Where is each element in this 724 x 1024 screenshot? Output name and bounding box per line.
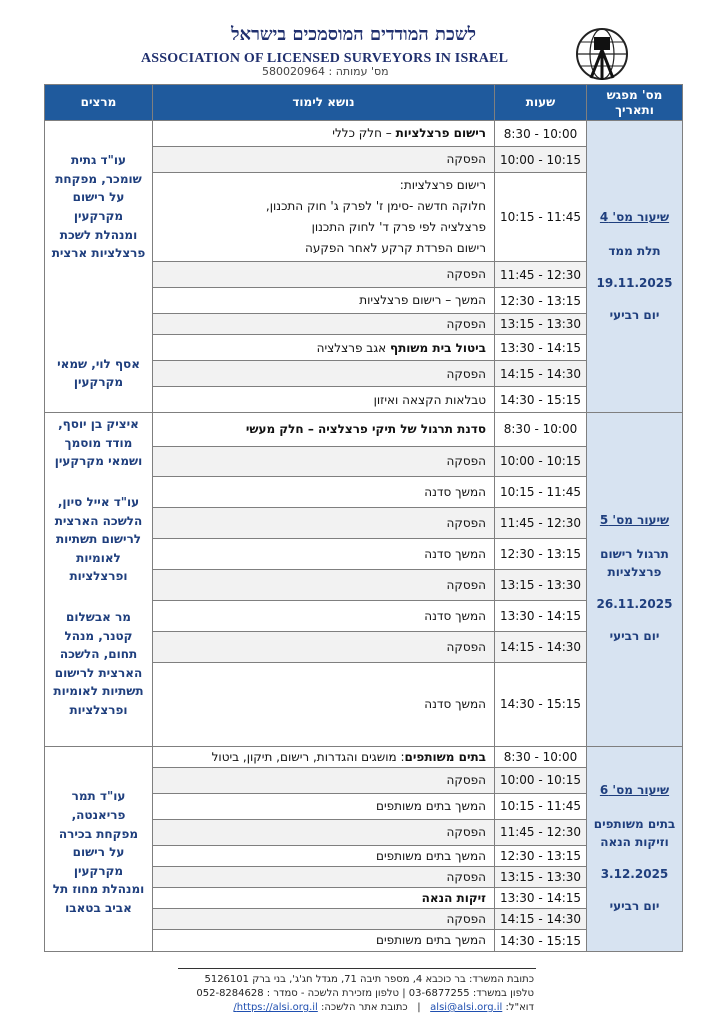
- lecturer-entry: עו"ד גתית שומכר, מפקחת על רישום מקרקעין ומנהלת לשכת פרצלציות ארצית: [51, 153, 146, 261]
- lecturer-entry: עו"ד אייל סיון, הלשכה הארצית לרישום תשתיות לאומיות ופרצלציות: [54, 494, 143, 584]
- time-cell: 10:15 - 11:45: [495, 477, 587, 508]
- topic-cell: [153, 570, 495, 601]
- topic-text: הפסקה: [446, 317, 486, 331]
- schedule-body: [45, 121, 683, 952]
- table-row: [45, 746, 683, 767]
- topic-bold: ביטול בית משותף: [390, 340, 486, 355]
- spacer: [591, 883, 678, 897]
- time-cell: 12:30 - 13:15: [495, 845, 587, 866]
- topic-cell: [153, 663, 495, 746]
- lecturer-entry: אסף לוי, שמאי מקרקעין: [57, 356, 140, 390]
- topic-text: רישום פרצלציות: חלוקה חדשה -סימן ז' לפרק ג' חוק התכנון, פרצלציה לפי פרק ד' לחוק התכנון רישום הפרדת קרקע לאחר הפקעה: [265, 178, 486, 255]
- lesson-weekday: יום רביעי: [609, 307, 660, 322]
- org-registration-number: 580020964: [262, 65, 325, 78]
- time-cell: 14:15 - 14:30: [495, 909, 587, 930]
- topic-text: המשך בתים משותפים: [376, 933, 486, 948]
- topic-text: המשך סדנה: [424, 485, 486, 500]
- time-cell: 10:00 - 10:15: [495, 446, 587, 477]
- course-schedule-table: [44, 84, 683, 952]
- topic-cell: [153, 262, 495, 288]
- topic-text: הפסקה: [446, 825, 486, 840]
- time-cell: 10:15 - 11:45: [495, 173, 587, 262]
- lesson-subject: בתים משותפים וזיקות הנאה: [593, 816, 676, 849]
- lesson-info-cell: [587, 121, 683, 413]
- org-name-hebrew: לשכת המודדים המוסמכים בישראל: [231, 24, 476, 45]
- time-cell: 13:30 - 14:15: [495, 888, 587, 909]
- topic-cell: [153, 173, 495, 262]
- topic-cell: [153, 413, 495, 446]
- lesson-number: שיעור מס' 6: [599, 782, 670, 797]
- topic-text: הפסקה: [446, 773, 486, 788]
- topic-text: – חלק כללי: [332, 126, 396, 141]
- header-lecturers: מרצים: [45, 85, 153, 121]
- time-cell: 13:30 - 14:15: [495, 601, 587, 632]
- topic-text: הפסקה: [446, 912, 486, 927]
- lesson-info-cell: [587, 746, 683, 951]
- topic-text: הפסקה: [446, 454, 486, 469]
- topic-cell: [153, 335, 495, 361]
- topic-cell: [153, 866, 495, 887]
- topic-cell: [153, 793, 495, 819]
- topic-cell: [153, 845, 495, 866]
- lesson-info-cell: [587, 413, 683, 746]
- topic-cell: [153, 314, 495, 335]
- time-cell: 11:45 - 12:30: [495, 262, 587, 288]
- lesson-date: 19.11.2025: [596, 275, 673, 290]
- footer-site-link[interactable]: https://alsi.org.il/: [233, 1002, 318, 1013]
- header-meeting: מס' מפגש ותאריך: [587, 85, 683, 121]
- footer-phones: טלפון במשרד: 03-6877255 | טלפון מזכירת הלשכה - סמדר : 052-8284628: [196, 988, 534, 999]
- topic-cell: [153, 387, 495, 413]
- footer-address: כתובת המשרד: בר כוכבא 4, מספר תיבה 71, מגדל חג'ג', בני ברק 5126101: [204, 974, 534, 985]
- topic-text: הפסקה: [446, 640, 486, 655]
- spacer: [591, 292, 678, 306]
- time-cell: 10:00 - 10:15: [495, 767, 587, 793]
- time-cell: 13:15 - 13:30: [495, 866, 587, 887]
- topic-cell: [153, 121, 495, 147]
- time-cell: 11:45 - 12:30: [495, 508, 587, 539]
- footer-site-label: כתובת אתר הלשכה:: [321, 1002, 408, 1013]
- letterhead: [0, 0, 724, 84]
- topic-cell: [153, 147, 495, 173]
- time-cell: 13:30 - 14:15: [495, 335, 587, 361]
- topic-cell: [153, 361, 495, 387]
- topic-cell: [153, 539, 495, 570]
- lesson-subject: תרגול רישום פרצלציות: [600, 547, 669, 580]
- topic-cell: [153, 819, 495, 845]
- time-cell: 14:15 - 14:30: [495, 361, 587, 387]
- topic-text: הפסקה: [446, 366, 486, 381]
- time-cell: 12:30 - 13:15: [495, 288, 587, 314]
- topic-text: הפסקה: [446, 516, 486, 531]
- topic-text: המשך – רישום פרצלציות: [359, 293, 486, 308]
- spacer: [591, 851, 678, 865]
- topic-cell: [153, 477, 495, 508]
- topic-text: הפסקה: [446, 267, 486, 282]
- spacer: [591, 613, 678, 627]
- lecturers-cell: [45, 121, 153, 413]
- footer-email-label: דוא"ל:: [505, 1002, 534, 1013]
- footer-email-link[interactable]: alsi@alsi.org.il: [430, 1002, 503, 1013]
- spacer: [591, 581, 678, 595]
- time-cell: 8:30 - 10:00: [495, 413, 587, 446]
- time-cell: 14:30 - 15:15: [495, 387, 587, 413]
- lecturers-cell: [45, 413, 153, 746]
- surveyor-globe-logo-icon: [574, 26, 630, 82]
- header-time: שעות: [495, 85, 587, 121]
- time-cell: 8:30 - 10:00: [495, 746, 587, 767]
- time-cell: 11:45 - 12:30: [495, 819, 587, 845]
- time-cell: 12:30 - 13:15: [495, 539, 587, 570]
- lesson-weekday: יום רביעי: [609, 629, 660, 644]
- topic-cell: [153, 288, 495, 314]
- lesson-number: שיעור מס' 5: [599, 513, 670, 528]
- topic-text: המשך סדנה: [424, 547, 486, 562]
- topic-text: המשך סדנה: [424, 609, 486, 624]
- lesson-subject: תלת ממד: [608, 243, 661, 258]
- header-topic: נושא לימוד: [153, 85, 495, 121]
- spacer: [591, 260, 678, 274]
- topic-bold: סדנת תרגול של תיקי פרצלציה – חלק מעשי: [245, 422, 486, 437]
- topic-text: : מושגים והגדרות, רישום, תיקון, ביטול: [211, 749, 405, 764]
- topic-cell: [153, 909, 495, 930]
- lesson-number: שיעור מס' 4: [599, 209, 670, 224]
- lecturer-entry: מר אבשלום קטנר, מנהל תחום, הלשכה הארצית לרישום תשתיות לאומיות ופרצלציות: [53, 609, 144, 717]
- topic-cell: [153, 767, 495, 793]
- lecturer-entry: איציק בן יוסף, מודד מוסמך ושמאי מקרקעין: [54, 417, 143, 469]
- topic-cell: [153, 746, 495, 767]
- time-cell: 13:15 - 13:30: [495, 570, 587, 601]
- table-row: [45, 413, 683, 446]
- time-cell: 10:00 - 10:15: [495, 147, 587, 173]
- lesson-date: 26.11.2025: [596, 597, 673, 612]
- topic-text: הפסקה: [446, 869, 486, 884]
- org-registration: [262, 65, 389, 78]
- lesson-weekday: יום רביעי: [609, 898, 660, 913]
- time-cell: 14:15 - 14:30: [495, 632, 587, 663]
- footer-divider: [178, 968, 536, 969]
- topic-cell: [153, 930, 495, 951]
- topic-text: אגב פרצלציה: [316, 340, 391, 355]
- topic-text: הפסקה: [446, 578, 486, 593]
- topic-text: טבלאות הקצאה ואיזון: [373, 392, 486, 407]
- footer-contact: דוא"ל: alsi@alsi.org.il | כתובת אתר הלשכה: https://alsi.org.il/: [233, 1002, 534, 1013]
- org-name-english: ASSOCIATION OF LICENSED SURVEYORS IN ISRAEL: [141, 51, 509, 66]
- table-row: [45, 121, 683, 147]
- time-cell: 13:15 - 13:30: [495, 314, 587, 335]
- table-header-row: [45, 85, 683, 121]
- topic-text: המשך בתים משותפים: [376, 848, 486, 863]
- topic-cell: [153, 632, 495, 663]
- topic-cell: [153, 446, 495, 477]
- time-cell: 14:30 - 15:15: [495, 663, 587, 746]
- time-cell: 14:30 - 15:15: [495, 930, 587, 951]
- time-cell: 10:15 - 11:45: [495, 793, 587, 819]
- topic-cell: [153, 601, 495, 632]
- topic-text: הפסקה: [446, 152, 486, 167]
- org-registration-label: מס' עמותה :: [328, 65, 389, 78]
- lecturers-cell: [45, 746, 153, 951]
- topic-cell: [153, 888, 495, 909]
- lesson-date: 3.12.2025: [600, 866, 669, 881]
- topic-cell: [153, 508, 495, 539]
- topic-text: המשך סדנה: [424, 697, 486, 712]
- topic-bold: זיקות הנאה: [421, 891, 486, 906]
- lecturer-entry: עו"ד תמר פריאנטה, מפקחת בכירה על רישום מקרקעין ומנהלת מחוז תל אביב בטאבו: [52, 789, 145, 916]
- topic-text: המשך בתים משותפים: [376, 799, 486, 814]
- topic-bold: רישום פרצלציות: [395, 126, 486, 141]
- topic-bold: בתים משותפים: [404, 749, 486, 764]
- time-cell: 8:30 - 10:00: [495, 121, 587, 147]
